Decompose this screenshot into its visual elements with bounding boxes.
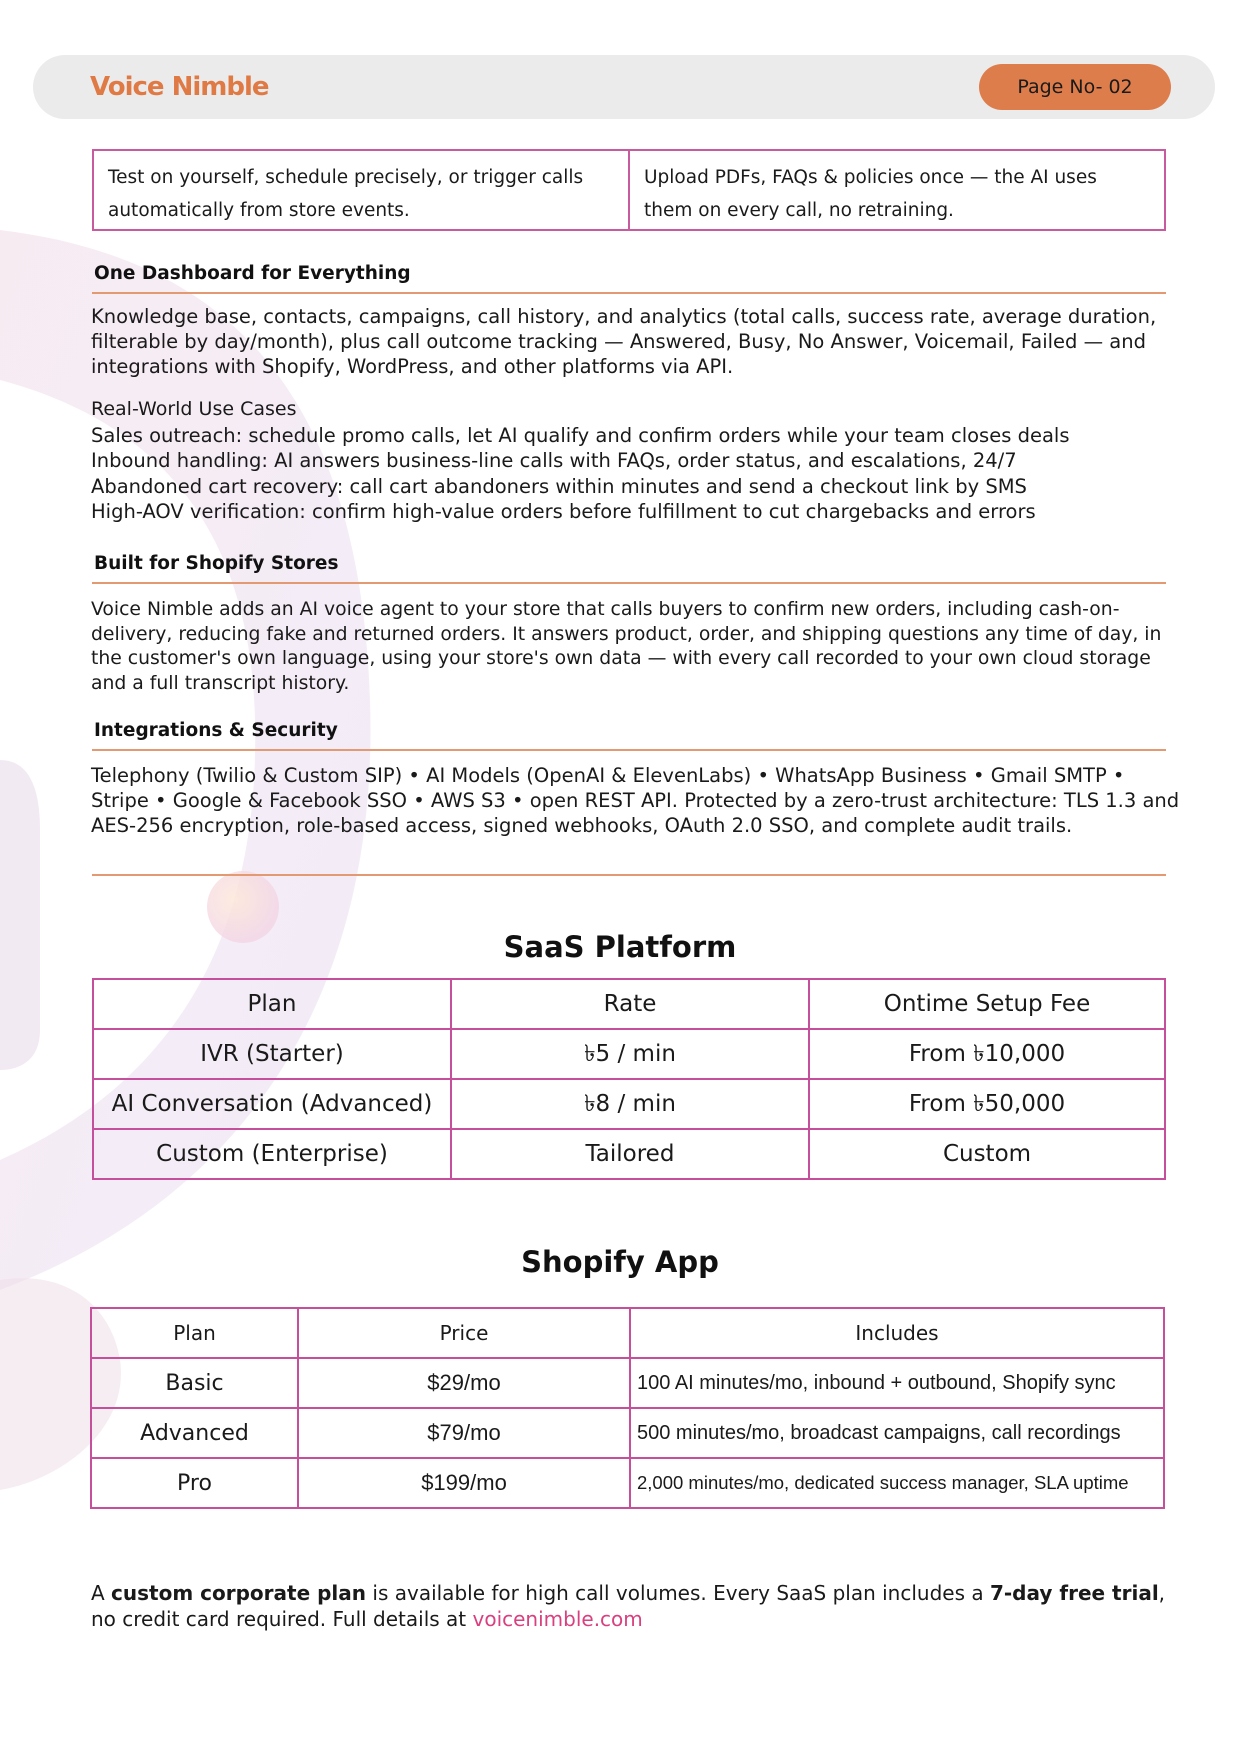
section-divider — [92, 874, 1166, 876]
table-header-row — [91, 1308, 1164, 1358]
use-case-item: Inbound handling: AI answers business-line calls with FAQs, order status, and escalations, 24/7 — [91, 449, 1017, 472]
column-header: Includes — [630, 1308, 1164, 1358]
plan-cell: AI Conversation (Advanced) — [93, 1079, 451, 1129]
shopify-paragraph: Voice Nimble adds an AI voice agent to your store that calls buyers to confirm new orders, including cash-on-delivery, reducing fake and returned orders. It answers product, order, and shipping questions any time of day, in the customer's own language, using your store's own data — with every call recorded to your own cloud storage and a full transcript history. — [91, 599, 1162, 694]
dashboard-paragraph: Knowledge base, contacts, campaigns, call history, and analytics (total calls, success rate, average duration, filterable by day/month), plus call outcome tracking — Answered, Busy, No Answer, Voicemail, Failed — and integrations with Shopify, WordPress, and other platforms via API. — [91, 305, 1157, 378]
setup-fee-cell: From ৳10,000 — [809, 1029, 1165, 1079]
section-title-dashboard: One Dashboard for Everything — [94, 263, 411, 284]
section-divider — [92, 292, 1166, 294]
column-header: Price — [298, 1308, 630, 1358]
use-cases-list — [91, 397, 1069, 525]
brand-logo-text[interactable]: Voice Nimble — [90, 72, 269, 102]
section-title-integrations: Integrations & Security — [94, 720, 338, 741]
footer-emphasis: custom corporate plan — [111, 1581, 367, 1605]
rate-cell: ৳8 / min — [451, 1079, 809, 1129]
section-divider — [92, 582, 1166, 584]
feature-card-scheduling: Test on yourself, schedule precisely, or trigger calls automatically from store events. — [108, 167, 584, 221]
feature-cards — [92, 149, 1166, 231]
footer-text: A — [91, 1581, 112, 1605]
column-header: Ontime Setup Fee — [809, 979, 1165, 1029]
table-row — [93, 1029, 1165, 1079]
plan-cell: Pro — [91, 1458, 298, 1508]
footer-note — [91, 1580, 1181, 1632]
shopify-pricing-table — [90, 1307, 1165, 1509]
table-row — [91, 1408, 1164, 1458]
setup-fee-cell: From ৳50,000 — [809, 1079, 1165, 1129]
section-title-shopify: Built for Shopify Stores — [94, 553, 339, 574]
use-case-item: Abandoned cart recovery: call cart abandoners within minutes and send a checkout link by SMS — [91, 474, 1027, 498]
plan-cell: IVR (Starter) — [93, 1029, 451, 1079]
integrations-paragraph: Telephony (Twilio & Custom SIP) • AI Models (OpenAI & ElevenLabs) • WhatsApp Business • Gmail SMTP • Stripe • Google & Facebook SSO • AWS S3 • open REST API. Protected by a zero-trust architecture: TLS 1.3 and AES-256 encryption, role-based access, signed webhooks, OAuth 2.0 SSO, and complete audit trails. — [91, 764, 1180, 837]
column-header: Plan — [93, 979, 451, 1029]
footer-text: , no credit card required. Full details at — [91, 1581, 1166, 1631]
use-cases-heading: Real-World Use Cases — [91, 398, 297, 420]
plan-cell: Basic — [91, 1358, 298, 1408]
rate-cell: ৳5 / min — [451, 1029, 809, 1079]
plan-cell: Advanced — [91, 1408, 298, 1458]
plan-cell: Custom (Enterprise) — [93, 1129, 451, 1179]
section-divider — [92, 749, 1166, 751]
table-row — [91, 1358, 1164, 1408]
column-header: Rate — [451, 979, 809, 1029]
includes-cell: 100 AI minutes/mo, inbound + outbound, Shopify sync — [630, 1358, 1164, 1408]
price-cell: $199/mo — [298, 1458, 630, 1508]
shopify-table-title: Shopify App — [521, 1245, 719, 1279]
saas-pricing-table — [92, 978, 1166, 1180]
website-link[interactable]: voicenimble.com — [472, 1607, 643, 1631]
footer-text: is available for high call volumes. Every SaaS plan includes a — [366, 1581, 990, 1605]
column-header: Plan — [91, 1308, 298, 1358]
use-case-item: High-AOV verification: confirm high-value orders before fulfillment to cut chargebacks and errors — [91, 500, 1036, 523]
page-number-badge: Page No- 02 — [979, 64, 1171, 110]
page-header — [33, 55, 1215, 119]
setup-fee-cell: Custom — [809, 1129, 1165, 1179]
table-row — [93, 1079, 1165, 1129]
rate-cell: Tailored — [451, 1129, 809, 1179]
includes-cell: 2,000 minutes/mo, dedicated success manager, SLA uptime — [630, 1458, 1164, 1508]
price-cell: $29/mo — [298, 1358, 630, 1408]
table-row — [93, 1129, 1165, 1179]
use-case-item: Sales outreach: schedule promo calls, let AI qualify and confirm orders while your team closes deals — [91, 423, 1070, 447]
footer-emphasis: 7-day free trial — [989, 1581, 1159, 1605]
table-header-row — [93, 979, 1165, 1029]
saas-table-title: SaaS Platform — [503, 930, 737, 964]
includes-cell: 500 minutes/mo, broadcast campaigns, call recordings — [630, 1408, 1164, 1458]
price-cell: $79/mo — [298, 1408, 630, 1458]
table-row — [91, 1458, 1164, 1508]
feature-card-knowledge-upload: Upload PDFs, FAQs & policies once — the AI uses them on every call, no retraining. — [628, 151, 1164, 229]
